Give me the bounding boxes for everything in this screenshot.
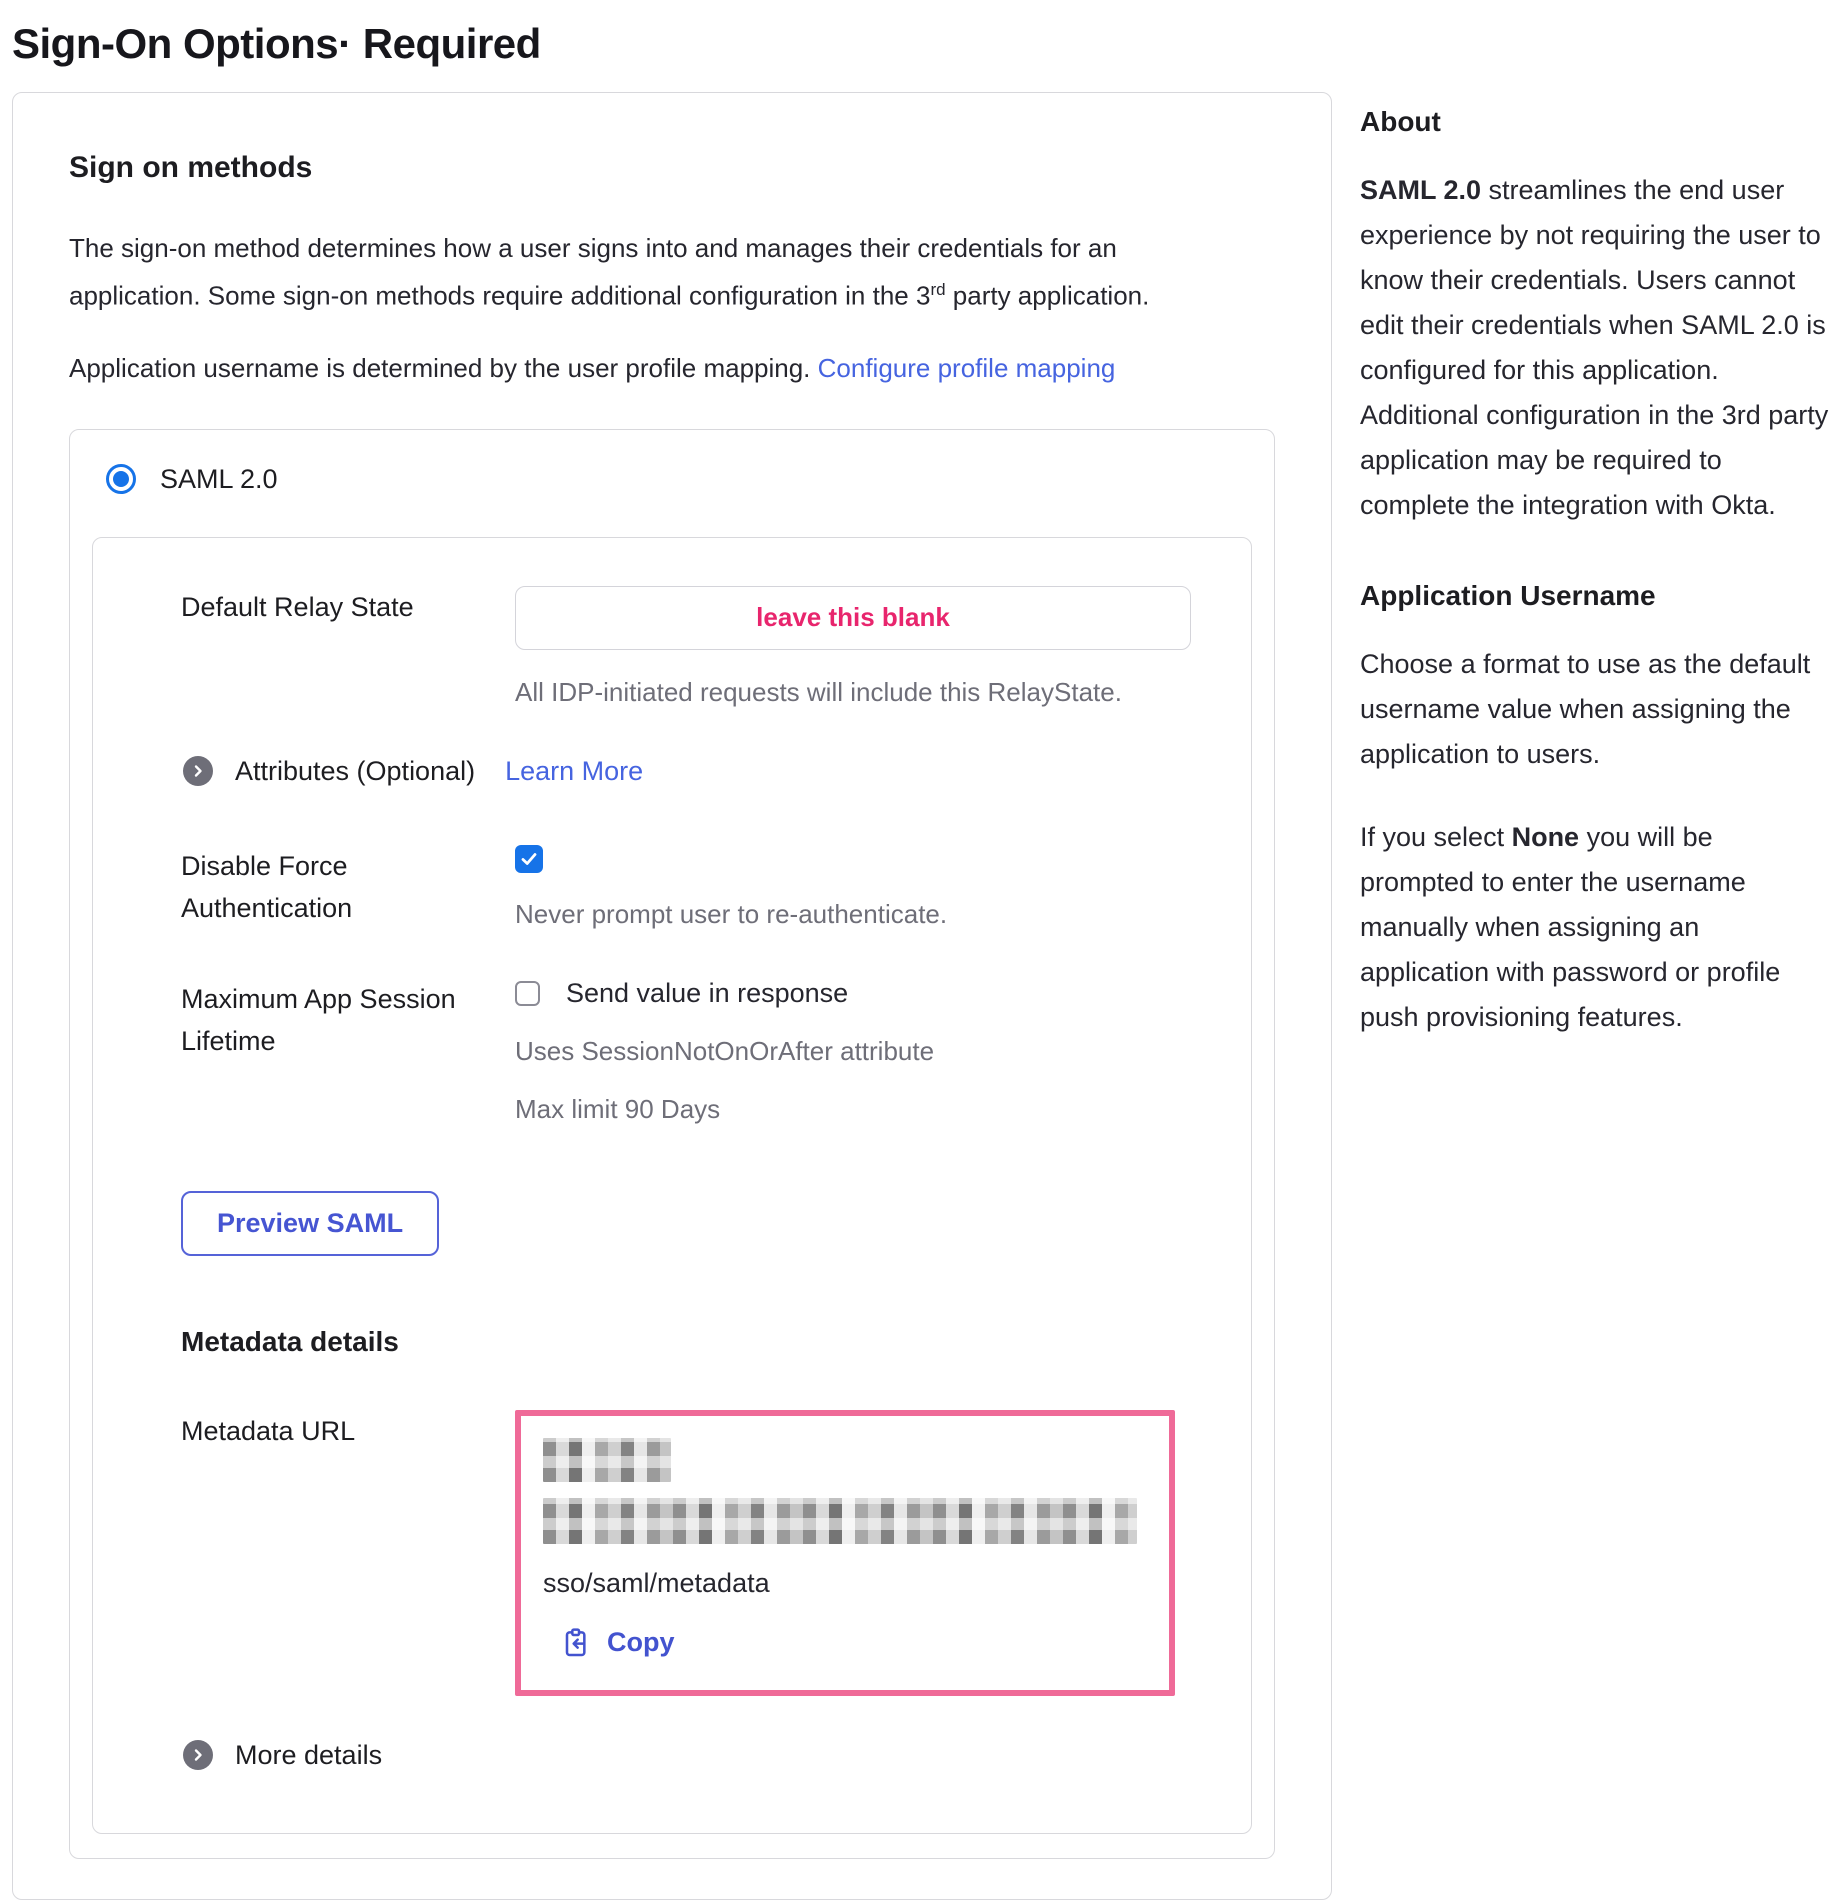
saml-settings-panel <box>92 537 1252 1834</box>
about-bold-term: SAML 2.0 <box>1360 175 1482 205</box>
relay-state-help: All IDP-initiated requests will include this RelayState. <box>515 676 1122 707</box>
username-paragraph-1: Choose a format to use as the default username value when assigning the application to users. <box>1360 649 1811 769</box>
session-help-2: Max limit 90 Days <box>515 1093 721 1124</box>
sign-on-methods-card <box>12 92 1332 1900</box>
force-auth-label: Disable Force Authentication <box>181 850 353 923</box>
page-title: Sign-On Options· Required <box>12 20 541 67</box>
session-help-1: Uses SessionNotOnOrAfter attribute <box>515 1035 935 1066</box>
more-details-label: More details <box>235 1739 383 1770</box>
check-icon <box>519 849 539 869</box>
none-bold-term: None <box>1511 822 1580 852</box>
intro-text-1a: The sign-on method determines how a user signs into and manages their credentials for an application. Some sign-on methods require additional configuration in the 3 <box>69 233 1117 311</box>
force-auth-help: Never prompt user to re-authenticate. <box>515 898 948 929</box>
copy-clipboard-icon <box>561 1627 593 1659</box>
intro-text-2: Application username is determined by the user profile mapping. <box>69 352 818 383</box>
configure-profile-mapping-link[interactable]: Configure profile mapping <box>817 352 1116 383</box>
metadata-url-label: Metadata URL <box>181 1415 356 1446</box>
about-heading: About <box>1360 106 1441 137</box>
radio-selected-dot <box>113 471 129 487</box>
about-text: streamlines the end user experience by not requiring the user to know their credentials. Users cannot edit their credentials when SAML 2.0 is configured for this application. Additional configuration in the 3rd party application may be required to complete the integration with Okta. <box>1360 175 1829 520</box>
saml-radio-group <box>69 429 1275 1859</box>
more-details-expander[interactable] <box>183 1740 1201 1771</box>
attributes-label: Attributes (Optional) <box>235 755 476 786</box>
intro-text-1b: party application. <box>945 280 1150 311</box>
saml-radio-button[interactable] <box>106 464 136 494</box>
help-sidebar <box>1360 92 1834 1078</box>
chevron-right-icon <box>183 1740 213 1770</box>
force-auth-row <box>181 845 1201 934</box>
chevron-right-icon <box>183 756 213 786</box>
section-heading: Sign on methods <box>69 151 313 184</box>
redacted-url-line-2 <box>543 1498 1137 1544</box>
relay-state-input[interactable] <box>515 586 1191 650</box>
metadata-url-row <box>181 1410 1201 1696</box>
send-value-label: Send value in response <box>566 977 849 1008</box>
ordinal-superscript: rd <box>930 280 946 299</box>
metadata-url-visible-text: sso/saml/metadata <box>543 1567 770 1598</box>
intro-paragraph-2 <box>69 347 1194 389</box>
session-lifetime-label: Maximum App Session Lifetime <box>181 983 456 1056</box>
saml-radio-row[interactable] <box>106 464 1252 495</box>
session-lifetime-row <box>181 978 1201 1129</box>
username-text-2a: If you select <box>1360 822 1512 852</box>
learn-more-link[interactable]: Learn More <box>505 755 644 786</box>
application-username-heading: Application Username <box>1360 580 1656 611</box>
send-value-checkbox[interactable] <box>515 981 540 1006</box>
metadata-details-heading: Metadata details <box>181 1325 399 1357</box>
saml-radio-label: SAML 2.0 <box>160 463 278 494</box>
redacted-url-line-1 <box>543 1438 671 1482</box>
username-text-2b: you will be prompted to enter the username manually when assigning an application with password or profile push provisioning features. <box>1360 822 1781 1032</box>
relay-state-label: Default Relay State <box>181 591 414 622</box>
attributes-expander[interactable] <box>183 756 1201 787</box>
about-paragraph <box>1360 168 1834 528</box>
preview-saml-button[interactable]: Preview SAML <box>181 1191 439 1256</box>
username-paragraph-2 <box>1360 815 1834 1040</box>
metadata-url-highlight-box <box>515 1410 1175 1696</box>
copy-label: Copy <box>607 1627 675 1658</box>
relay-state-row <box>181 586 1201 712</box>
intro-paragraph-1 <box>69 227 1194 317</box>
copy-link[interactable] <box>561 1627 675 1659</box>
relay-state-annotation: leave this blank <box>756 602 950 633</box>
force-auth-checkbox[interactable] <box>515 845 543 873</box>
